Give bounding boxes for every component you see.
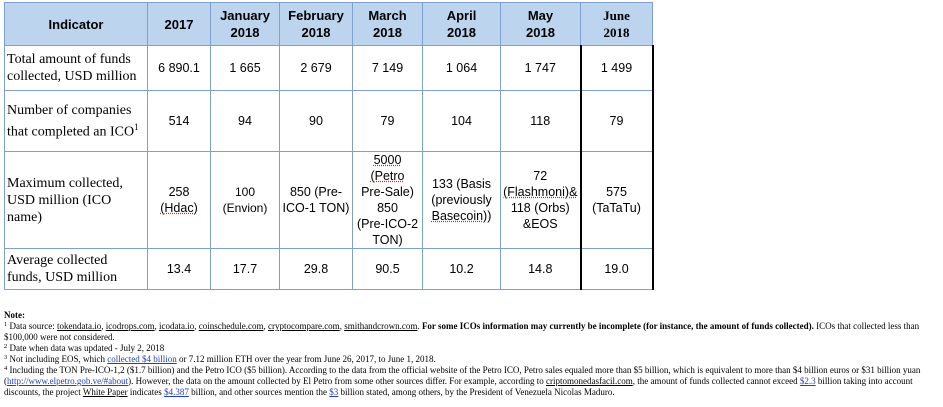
link-criptomonedasfacil[interactable]: criptomonedasfacil.com xyxy=(546,376,633,386)
table-cell: 7 149 xyxy=(353,46,423,91)
header-jan-2018: January 2018 xyxy=(211,3,280,46)
table-cell: 19.0 xyxy=(581,249,653,290)
table-cell: 100 (Envion) xyxy=(211,152,280,249)
footnote-2: $^2$ Date when data was updated - July 2, 2018 xyxy=(4,343,165,353)
footnote-1: $^1$ Data source: tokendata.io, icodrops.com, icodata.io, coinschedule.com, cryptocompare.com, smithandcrown.com. For some ICOs information may currently be incomplete (for instance, the amount of funds collected). ICOs that collected less than $100,000 were not considered. xyxy=(4,321,920,342)
table-cell: 79 xyxy=(353,91,423,152)
row-label-total-funds: Total amount of funds collected, USD million xyxy=(5,46,148,91)
table-cell: 29.8 xyxy=(280,249,353,290)
table-cell: 104 xyxy=(423,91,501,152)
link-2-3[interactable]: $2.3 xyxy=(799,376,816,386)
footnotes xyxy=(4,310,939,398)
header-jun-2018: June 2018 xyxy=(581,3,653,46)
table-cell: 118 xyxy=(501,91,581,152)
table-cell: 6 890.1 xyxy=(148,46,211,91)
link-3[interactable]: $3 xyxy=(329,387,339,397)
table-row xyxy=(5,152,653,249)
table-cell: 90 xyxy=(280,91,353,152)
row-label-companies-count: Number of companies that completed an ICO$^1$ xyxy=(5,91,148,152)
table-cell: 1 499 xyxy=(581,46,653,91)
header-mar-2018: March 2018 xyxy=(353,3,423,46)
table-cell: 1 665 xyxy=(211,46,280,91)
header-row xyxy=(5,3,653,46)
footnote-3: $^3$ Not including EOS, which collected $4 billion or 7.12 million ETH over the year from June 26, 2017, to June 1, 2018. xyxy=(4,354,436,364)
link-cryptocompare[interactable]: cryptocompare.com xyxy=(267,321,340,331)
header-indicator: Indicator xyxy=(5,3,148,46)
row-label-max-collected: Maximum collected, USD million (ICO name) xyxy=(5,152,148,249)
table-cell: 17.7 xyxy=(211,249,280,290)
footnote-4: $^4$ Including the TON Pre-ICO-1,2 ($1.7 billion) and the Petro ICO ($5 billion). According to the data from the official website of the Petro ICO, Petro sales equaled more than $5 billion, which is equivalent to more than $4 billion euros or $31 billion yuan (http://www.elpetro.gob.ve/#about). However, the data on the amount collected by El Petro from some other sources differ. For example, according to criptomonedasfacil.com, the amount of funds collected cannot exceed $2.3 billion taking into account discounts, the project White Paper indicates $4.387 billion, and other sources mention the $3 billion stated, among others, by the President of Venezuela Nicolas Maduro. xyxy=(4,365,921,397)
table-cell: 90.5 xyxy=(353,249,423,290)
table-row xyxy=(5,46,653,91)
table-cell: 133 (Basis (previously Basecoin)) xyxy=(423,152,501,249)
table-cell: 850 (Pre- ICO-1 TON) xyxy=(280,152,353,249)
footnote-1-bold: For some ICOs information may currently be incomplete (for instance, the amount of funds collected). xyxy=(421,321,814,331)
header-apr-2018: April 2018 xyxy=(423,3,501,46)
table-cell: 5000 (Petro Pre-Sale) 850 (Pre-ICO-2 TON) xyxy=(353,152,423,249)
link-white-paper[interactable]: White Paper xyxy=(82,387,128,397)
row-label-average-funds: Average collected funds, USD million xyxy=(5,249,148,290)
link-eos-collected[interactable]: collected $4 billion xyxy=(107,354,177,364)
table-row xyxy=(5,91,653,152)
table-cell: 94 xyxy=(211,91,280,152)
table-cell: 72 (Flashmoni)& 118 (Orbs) &EOS xyxy=(501,152,581,249)
ico-statistics-table xyxy=(4,2,654,290)
link-icodata[interactable]: icodata.io xyxy=(158,321,195,331)
table-cell: 1 064 xyxy=(423,46,501,91)
table-row xyxy=(5,249,653,290)
table-cell: 1 747 xyxy=(501,46,581,91)
table-cell: 13.4 xyxy=(148,249,211,290)
table-cell: 2 679 xyxy=(280,46,353,91)
link-icodrops[interactable]: icodrops.com xyxy=(105,321,155,331)
table-cell: 10.2 xyxy=(423,249,501,290)
table-cell: 258 (Hdac) xyxy=(148,152,211,249)
table-cell: 79 xyxy=(581,91,653,152)
header-may-2018: May 2018 xyxy=(501,3,581,46)
link-elpetro[interactable]: http://www.elpetro.gob.ve/#about xyxy=(7,376,129,386)
link-coinschedule[interactable]: coinschedule.com xyxy=(198,321,264,331)
link-tokendata[interactable]: tokendata.io xyxy=(56,321,102,331)
table-cell: 575 (TaTaTu) xyxy=(581,152,653,249)
notes-title: Note: xyxy=(4,310,25,320)
header-feb-2018: February 2018 xyxy=(280,3,353,46)
table-cell: 14.8 xyxy=(501,249,581,290)
table-cell: 514 xyxy=(148,91,211,152)
header-2017: 2017 xyxy=(148,3,211,46)
link-smithandcrown[interactable]: smithandcrown.com xyxy=(344,321,418,331)
link-4-387[interactable]: $4.387 xyxy=(164,387,189,397)
